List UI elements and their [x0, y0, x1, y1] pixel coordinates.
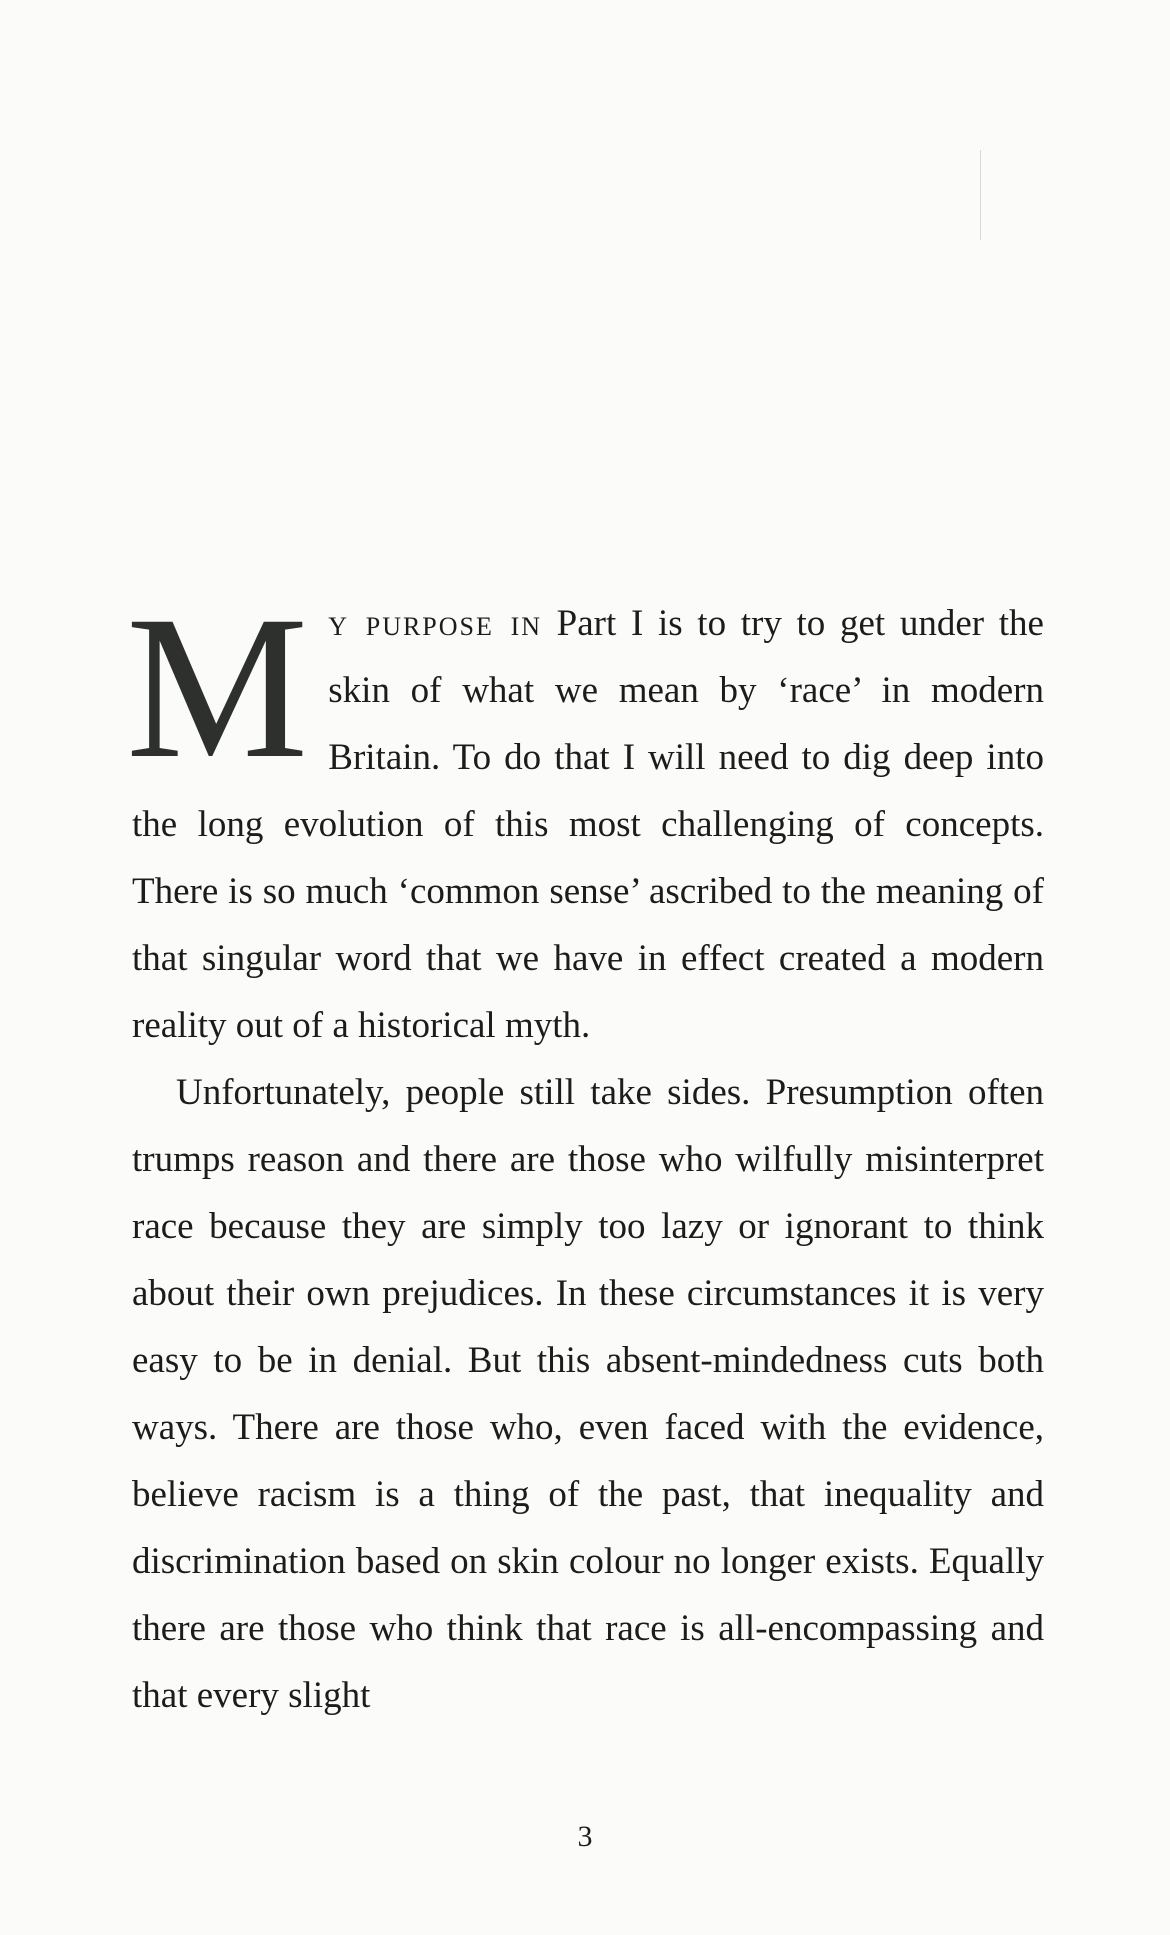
- page-number: 3: [577, 1820, 593, 1853]
- drop-cap: M: [126, 574, 309, 801]
- small-caps-lead: y purpose in: [328, 603, 542, 644]
- paragraph-1: [126, 574, 1044, 1059]
- body-text: [126, 574, 1044, 1729]
- paragraph-2: Unfortunately, people still take sides. Presumption often trumps reason and there are those who wilfully misinterpret race because they are simply too lazy or ignorant to think about their own prejudices. In these circumstances it is very easy to be in denial. But this absent-mindedness cuts both ways. There are those who, even faced with the evidence, believe racism is a thing of the past, that inequality and discrimination based on skin colour no longer exists. Equally there are those who think that race is all-encompassing and that every slight: [132, 1072, 1044, 1716]
- scan-artifact-line: [980, 150, 981, 240]
- paragraph-1-text: Part I is to try to get under the skin of what we mean by ‘race’ in modern Britain. To do that I will need to dig deep into the long evolution of this most challenging of concepts. There is so much ‘common sense’ ascribed to the meaning of that singular word that we have in effect created a modern reality out of a historical myth.: [132, 603, 1044, 1046]
